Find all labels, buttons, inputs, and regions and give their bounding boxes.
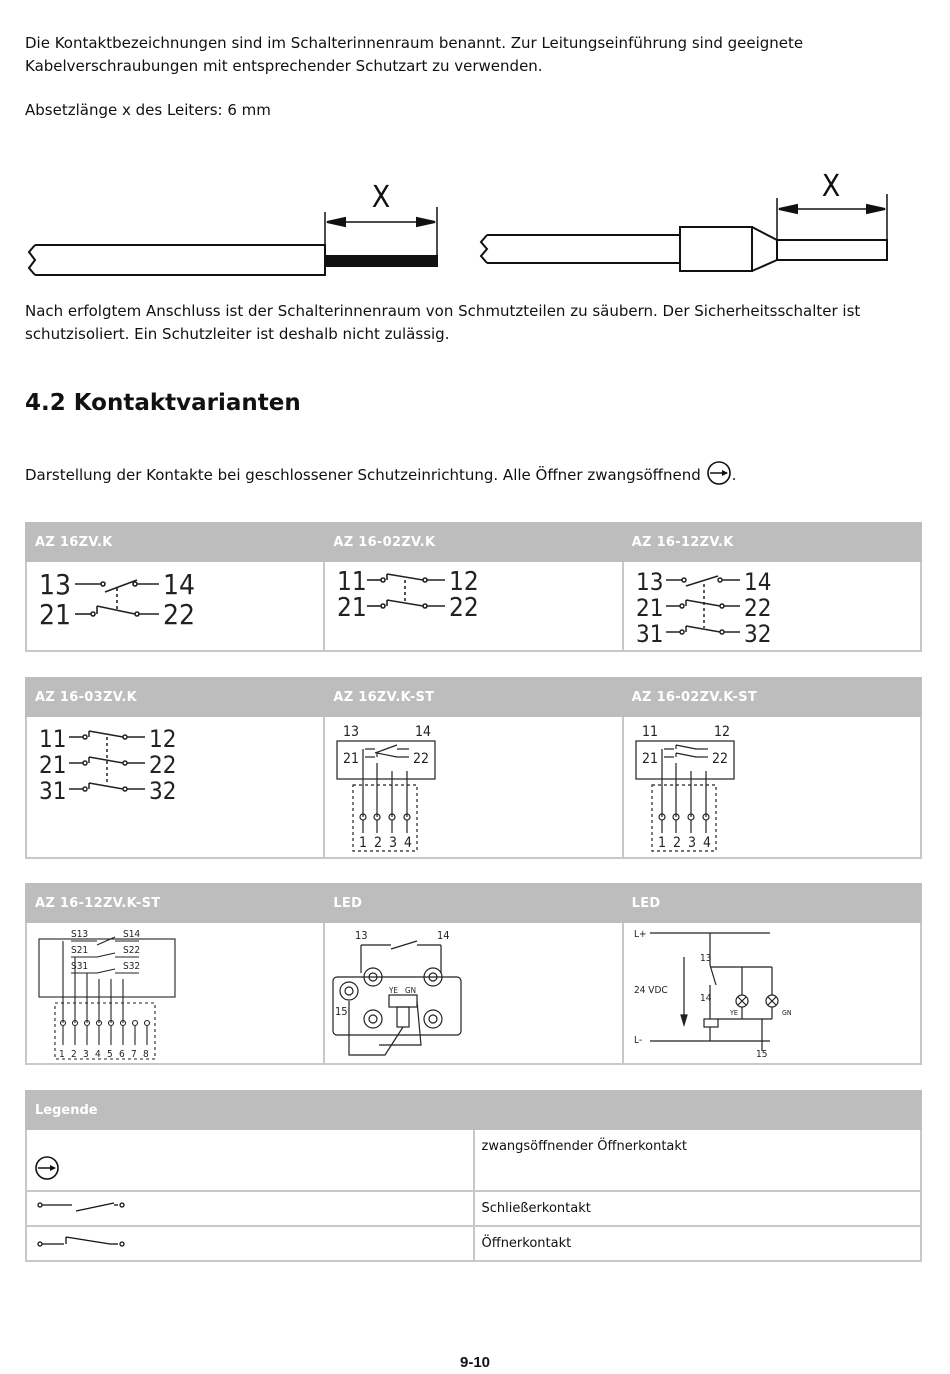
connector-diagram-az1612zvkst — [27, 923, 323, 1063]
svg-text:21: 21 — [635, 594, 664, 622]
svg-text:2: 2 — [672, 835, 681, 851]
legend-icon-cell-1 — [26, 1129, 474, 1191]
positive-opening-icon — [706, 460, 732, 486]
svg-text:32: 32 — [743, 620, 772, 648]
section-title: 4.2 Kontaktvarianten — [25, 390, 301, 416]
svg-text:5: 5 — [107, 1049, 113, 1060]
svg-text:32: 32 — [149, 777, 177, 805]
svg-text:15: 15 — [335, 1005, 348, 1018]
legend-table — [25, 1090, 922, 1262]
legend-header: Legende — [26, 1091, 921, 1129]
svg-text:2: 2 — [71, 1049, 77, 1060]
contact-diagram-az1603zvk — [27, 717, 323, 857]
svg-text:YE: YE — [729, 1009, 738, 1017]
svg-text:22: 22 — [449, 593, 480, 623]
svg-text:12: 12 — [449, 567, 480, 597]
svg-text:1: 1 — [657, 835, 666, 851]
svg-text:1: 1 — [359, 835, 368, 851]
after-paragraph — [25, 300, 925, 346]
svg-text:13: 13 — [355, 929, 368, 942]
svg-text:12: 12 — [149, 725, 177, 753]
svg-text:GN: GN — [781, 1009, 792, 1017]
after-line-1: Nach erfolgtem Anschluss ist der Schalterinnenraum von Schmutzteilen zu säubern. Der Sicherheitsschalter ist — [25, 302, 861, 320]
legend-text-2: Schließerkontakt — [474, 1191, 922, 1226]
svg-text:S14: S14 — [123, 929, 141, 940]
svg-text:14: 14 — [743, 568, 772, 596]
connector-diagram-az1602zvkst — [624, 717, 920, 857]
variant-header-az16zvkst: AZ 16ZV.K-ST — [324, 678, 622, 716]
variant-cell-led-2 — [623, 922, 921, 1064]
svg-text:22: 22 — [149, 751, 177, 779]
svg-text:14: 14 — [415, 724, 432, 740]
variants-table-row2 — [25, 677, 922, 859]
variant-cell-az16zvk — [26, 561, 324, 651]
contact-diagram-az1602zvk — [325, 562, 621, 650]
svg-text:24 VDC: 24 VDC — [633, 985, 668, 996]
svg-text:12: 12 — [713, 724, 730, 740]
positive-opening-icon — [34, 1155, 60, 1181]
dimension-x-left: X — [371, 180, 391, 215]
variant-header-led-1: LED — [324, 884, 622, 922]
intro-line-1: Die Kontaktbezeichnungen sind im Schalterinnenraum benannt. Zur Leitungseinführung sind geeignete — [25, 34, 804, 52]
svg-text:2: 2 — [374, 835, 383, 851]
variant-header-az16zvk: AZ 16ZV.K — [26, 523, 324, 561]
svg-text:14: 14 — [699, 993, 712, 1004]
svg-text:13: 13 — [699, 953, 712, 964]
svg-text:S21: S21 — [71, 945, 89, 956]
svg-text:13: 13 — [635, 568, 664, 596]
svg-text:21: 21 — [337, 593, 368, 623]
svg-text:8: 8 — [143, 1049, 149, 1060]
svg-text:14: 14 — [437, 929, 450, 942]
svg-text:31: 31 — [39, 777, 67, 805]
svg-text:11: 11 — [337, 567, 368, 597]
svg-text:3: 3 — [687, 835, 696, 851]
variant-header-az1602zvk: AZ 16-02ZV.K — [324, 523, 622, 561]
legend-icon-cell-2 — [26, 1191, 474, 1226]
svg-text:L-: L- — [633, 1035, 642, 1046]
variant-cell-led-1 — [324, 922, 622, 1064]
svg-text:1: 1 — [59, 1049, 65, 1060]
svg-text:21: 21 — [39, 751, 67, 779]
variant-cell-az1612zvk — [623, 561, 921, 651]
dimension-x-right: X — [821, 169, 841, 204]
absetz-text: Absetzlänge x des Leiters: 6 mm — [25, 101, 271, 119]
svg-text:13: 13 — [39, 568, 72, 601]
svg-text:3: 3 — [83, 1049, 89, 1060]
section-desc-text: Darstellung der Kontakte bei geschlossener Schutzeinrichtung. Alle Öffner zwangsöffnend — [25, 466, 701, 484]
svg-text:13: 13 — [343, 724, 360, 740]
variant-header-az1602zvkst: AZ 16-02ZV.K-ST — [623, 678, 921, 716]
svg-text:21: 21 — [343, 751, 360, 767]
svg-text:21: 21 — [39, 598, 72, 631]
svg-text:22: 22 — [413, 751, 430, 767]
svg-text:31: 31 — [635, 620, 664, 648]
svg-text:3: 3 — [389, 835, 398, 851]
after-line-2: schutzisoliert. Ein Schutzleiter ist deshalb nicht zulässig. — [25, 325, 450, 343]
intro-paragraph — [25, 32, 925, 78]
variant-header-az1612zvk: AZ 16-12ZV.K — [623, 523, 921, 561]
contact-diagram-az1612zvk — [624, 562, 920, 650]
legend-text-1: zwangsöffnender Öffnerkontakt — [474, 1129, 922, 1191]
svg-text:L+: L+ — [633, 929, 647, 940]
svg-text:22: 22 — [711, 751, 728, 767]
no-contact-icon — [34, 1232, 134, 1252]
svg-text:11: 11 — [39, 725, 67, 753]
svg-text:4: 4 — [95, 1049, 101, 1060]
variant-cell-az1602zvk — [324, 561, 622, 651]
connector-diagram-az16zvkst — [325, 717, 621, 857]
svg-text:15: 15 — [755, 1049, 768, 1060]
intro-line-2: Kabelverschraubungen mit entsprechender Schutzart zu verwenden. — [25, 57, 543, 75]
svg-text:YE: YE — [389, 986, 399, 995]
conductor-strip-figure — [25, 152, 895, 282]
variant-cell-az1612zvkst — [26, 922, 324, 1064]
svg-text:4: 4 — [404, 835, 413, 851]
svg-text:14: 14 — [163, 568, 196, 601]
variants-table-row1 — [25, 522, 922, 652]
variant-cell-az1603zvk — [26, 716, 324, 858]
svg-text:7: 7 — [131, 1049, 137, 1060]
svg-text:S13: S13 — [71, 929, 89, 940]
variant-cell-az16zvkst — [324, 716, 622, 858]
variant-header-led-2: LED — [623, 884, 921, 922]
page-number: 9-10 — [459, 1354, 491, 1371]
legend-icon-cell-3 — [26, 1226, 474, 1261]
svg-text:11: 11 — [641, 724, 658, 740]
svg-text:4: 4 — [702, 835, 711, 851]
legend-text-3: Öffnerkontakt — [474, 1226, 922, 1261]
svg-text:S31: S31 — [71, 961, 89, 972]
section-desc-end: . — [731, 466, 737, 484]
contact-diagram-az16zvk — [27, 562, 323, 650]
svg-text:GN: GN — [405, 986, 417, 995]
nc-contact-icon — [34, 1197, 134, 1217]
svg-text:S22: S22 — [123, 945, 141, 956]
variant-header-az1612zvkst: AZ 16-12ZV.K-ST — [26, 884, 324, 922]
led-terminal-diagram — [325, 923, 621, 1063]
svg-text:22: 22 — [743, 594, 772, 622]
section-description — [25, 460, 925, 487]
svg-text:S32: S32 — [123, 961, 141, 972]
variants-table-row3 — [25, 883, 922, 1065]
svg-text:6: 6 — [119, 1049, 125, 1060]
variant-cell-az1602zvkst — [623, 716, 921, 858]
led-circuit-diagram — [624, 923, 920, 1063]
variant-header-az1603zvk: AZ 16-03ZV.K — [26, 678, 324, 716]
svg-text:21: 21 — [641, 751, 658, 767]
svg-text:22: 22 — [163, 598, 196, 631]
